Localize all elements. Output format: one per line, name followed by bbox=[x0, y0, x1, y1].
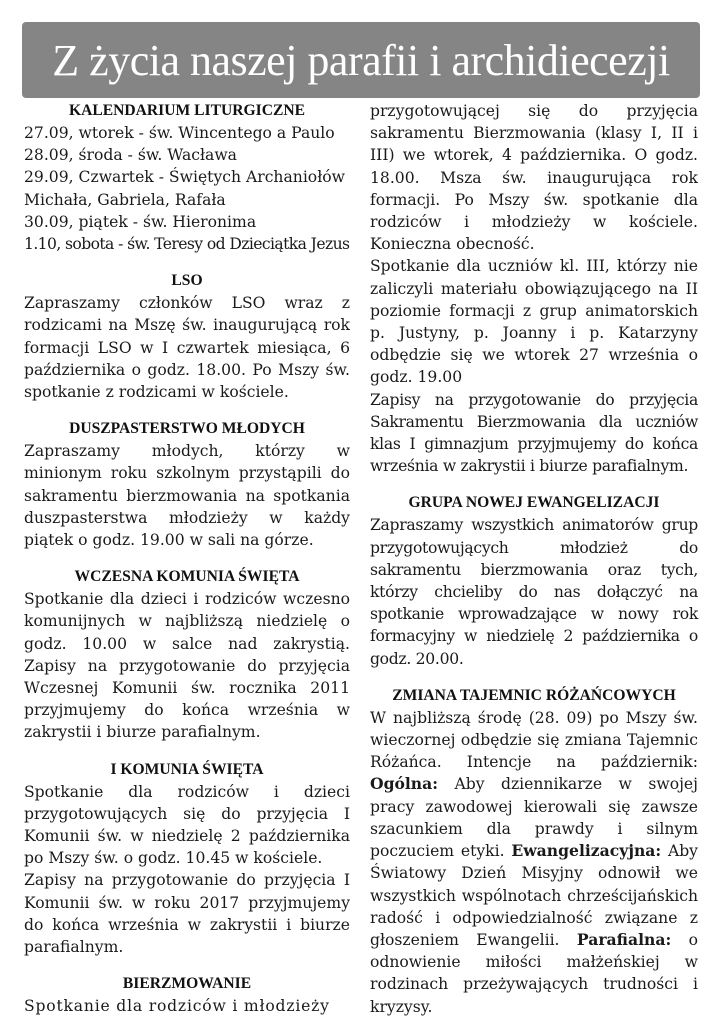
section-heading: LSO bbox=[171, 272, 203, 290]
section-heading: GRUPA NOWEJ EWANGELIZACJI bbox=[408, 494, 660, 512]
section-bierzmowanie-continued bbox=[370, 100, 698, 477]
calendar-line: 28.09, środa - św. Wacława bbox=[24, 146, 237, 165]
left-column bbox=[24, 100, 350, 1033]
section-nowa-ewangelizacja bbox=[370, 492, 698, 669]
page-title: Z życia naszej parafii i archidiecezji bbox=[52, 35, 670, 85]
intention-parafialna: o odnowienie miłości małżeńskiej w rodzinach przeżywających trudności i kryzysy. bbox=[370, 930, 698, 1016]
section-text: Spotkanie dla rodziców i dzieci przygotowujących się do przyjęcia I Komunii św. w niedzielę 2 października po Mszy św. o godz. 10.45 w kościele. bbox=[24, 782, 350, 868]
calendar-line: 1.10, sobota - św. Teresy od Dzieciątka Jezus bbox=[24, 235, 350, 254]
section-text: przygotowującej się do przyjęcia sakramentu Bierzmowania (klasy I, II i III) we wtorek, 4 października. O godz. 18.00. Msza św. inaugurująca rok formacji. Po Mszy św. spotkanie dla rodziców i młodzieży w kościele. Konieczna obecność. bbox=[370, 102, 698, 254]
section-bierzmowanie bbox=[24, 973, 350, 1017]
section-heading: KALENDARIUM LITURGICZNE bbox=[68, 102, 306, 119]
section-heading: BIERZMOWANIE bbox=[122, 975, 252, 993]
intention-label-parafialna: Parafialna: bbox=[576, 929, 672, 949]
calendar-line: 30.09, piątek - św. Hieronima bbox=[24, 212, 257, 231]
intention-ewangelizacyjna: Aby Światowy Dzień Misyjny odnowił we wszystkich wspólnotach chrześcijańskich radość i odpowiedzialność związane z głoszeniem Ewangelii. bbox=[370, 842, 698, 949]
calendar-line: Michała, Gabriela, Rafała bbox=[24, 190, 226, 209]
section-text: Spotkanie dla dzieci i rodziców wczesno komunijnych w najbliższą niedzielę o godz. 10.00 w salce nad zakrystią. Zapisy na przygotowanie do przyjęcia Wczesnej Komunii św. rocznika 2011 przyjmujemy do końca września w zakrystii i biurze parafialnym. bbox=[24, 590, 350, 742]
section-heading: I KOMUNIA ŚWIĘTA bbox=[110, 760, 264, 778]
section-text: Zapisy na przygotowanie do przyjęcia Sakramentu Bierzmowania dla uczniów klas I gimnazjum przyjmujemy do końca września w zakrystii i biurze parafialnym. bbox=[370, 390, 698, 476]
intention-label-ogolna: Ogólna: bbox=[370, 774, 439, 794]
section-duszpasterstwo bbox=[24, 418, 350, 551]
section-lso bbox=[24, 270, 350, 403]
section-text: Zapisy na przygotowanie do przyjęcia I Komunii św. w roku 2017 przyjmujemy do końca września w zakrystii i biurze parafialnym. bbox=[24, 871, 350, 957]
intention-ogolna: Aby dziennikarze w swojej pracy zawodowej kierowali się zawsze szacunkiem dla prawdy i silnym poczuciem etyki. bbox=[370, 775, 698, 861]
intention-label-ewangelizacyjna: Ewangelizacyjna: bbox=[511, 841, 662, 861]
section-tajemnice-rozancowe bbox=[370, 685, 698, 1018]
section-text bbox=[370, 707, 698, 1018]
section-heading: WCZESNA KOMUNIA ŚWIĘTA bbox=[74, 568, 300, 586]
header-banner bbox=[22, 22, 700, 98]
section-text: Spotkanie dla rodziców i młodzieży bbox=[24, 997, 330, 1016]
section-text: Zapraszamy wszystkich animatorów grup przygotowujących młodzież do sakramentu bierzmowania oraz tych, którzy chcieliby do nas dołączyć na spotkanie wprowadzające w nowy rok formacyjny w niedzielę 2 października o godz. 20.00. bbox=[370, 516, 698, 668]
section-heading: ZMIANA TAJEMNIC RÓŻAŃCOWYCH bbox=[392, 686, 676, 704]
section-kalendarium bbox=[24, 100, 350, 255]
section-i-komunia bbox=[24, 759, 350, 959]
calendar-line: 29.09, Czwartek - Świętych Archaniołów bbox=[24, 168, 345, 187]
section-wczesna-komunia bbox=[24, 566, 350, 743]
section-text: Spotkanie dla uczniów kl. III, którzy nie zaliczyli materiału obowiązującego na II poziomie formacji z grup animatorskich p. Justyny, p. Joanny i p. Katarzyny odbędzie się we wtorek 27 września o godz. 19.00 bbox=[370, 257, 698, 387]
section-text: Zapraszamy młodych, którzy w minionym roku szkolnym przystąpili do sakramentu bierzmowania na spotkania duszpasterstwa młodzieży w każdy piątek o godz. 19.00 w sali na górze. bbox=[24, 442, 350, 550]
right-column bbox=[370, 100, 698, 1033]
intro-text: W najbliższą środę (28. 09) po Mszy św. wieczornej odbędzie się zmiana Tajemnic Różańca. Intencje na październik: bbox=[370, 708, 698, 772]
calendar-line: 27.09, wtorek - św. Wincentego a Paulo bbox=[24, 124, 335, 142]
section-heading: DUSZPASTERSTWO MŁODYCH bbox=[69, 420, 305, 438]
section-text: Zapraszamy członków LSO wraz z rodzicami na Mszę św. inaugurującą rok formacji LSO w I czwartek miesiąca, 6 października o godz. 18.00. Po Mszy św. spotkanie z rodzicami w kościele. bbox=[24, 294, 350, 402]
